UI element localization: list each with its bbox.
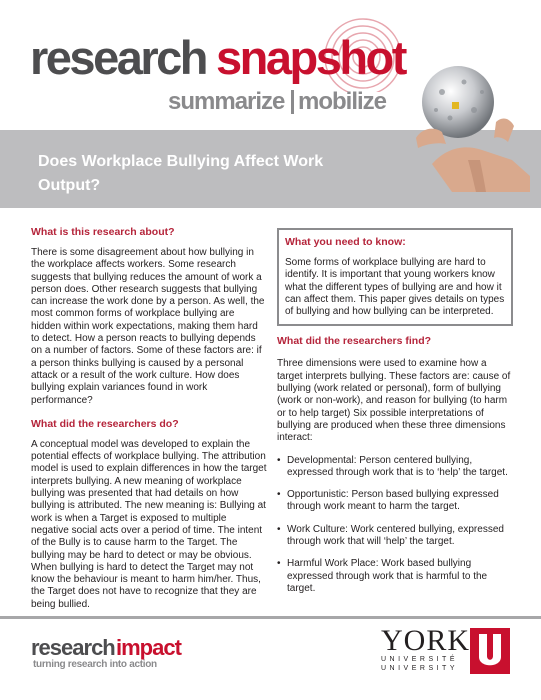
need-to-know-box: [277, 228, 513, 326]
find-heading: What did the researchers find?: [277, 335, 432, 348]
did-body: A conceptual model was developed to explain the potential effects of workplace bullying. The attribution model is used to explain differences in how the target interprets bullying. A new meaning of workplace bullying was presented that had details on how bullying is attributed. The new meaning is: Bullying at work is when a Target is exposed to multiple negative social acts over a period of time. The intent of the Bully is to cause harm to the Target. The bullying may be hard to detect or may be obvious. When bullying is hard to detect the Target may not know the behaviour is meant to harm him/her. Thus, the Target does not have to recognize that they are being bullied.: [31, 438, 267, 610]
brand-research-wordmark: research: [30, 31, 206, 84]
findings-list: [277, 455, 511, 596]
york-u-logo-icon: [470, 628, 510, 674]
did-heading: What did the researchers do?: [31, 417, 179, 430]
brand-snapshot-wordmark: snapshot: [216, 31, 405, 84]
about-body: There is some disagreement about how bullying in the workplace affects workers. Some research suggests that bullying reduces the amount of work a person does. Other research suggests that bullying can increase the work done by a person. As well, the most common forms of workplace bullying are hidden within work expectations, making them hard to detect. How a person reacts to bullying depends on a number of factors. Some of these factors are: if a person thinks bullying is caused by a personal attack or a result of the work culture. How does bullying explain variances found in work performance?: [31, 247, 265, 406]
page-title: Does Workplace Bullying Affect Work Output?: [38, 153, 324, 194]
list-item: • Work Culture: Work centered bullying, expressed through work that will ‘help’ the target.: [277, 524, 511, 549]
left-column: [31, 225, 267, 611]
list-item: • Harmful Work Place: Work based bullying expressed through work that is harmful to the target.: [277, 558, 511, 595]
know-body: Some forms of workplace bullying are hard to identify. It is important that young workers know what the different types of bullying are and how it can affect them. This paper gives details on types of bullying and how bullying can be interpreted.: [285, 257, 505, 318]
brand-mobilize-text: mobilize: [298, 88, 387, 115]
research-impact-tagline: turning research into action: [33, 659, 157, 670]
york-line-university: UNIVERSITY: [381, 665, 459, 672]
brand-summarize-text: summarize: [168, 88, 285, 115]
know-heading: What you need to know:: [285, 236, 406, 248]
york-university-lines: [381, 655, 458, 673]
brand-divider: [291, 90, 294, 114]
about-heading: What is this research about?: [31, 226, 175, 238]
right-column: [277, 228, 511, 595]
find-body: Three dimensions were used to examine how a target interprets bullying. These factors are: cause of bullying (work related or personal), form of bullying (work or non-work), and reason for bullying (to harm or to help target) Six possible interpretations of bullying are produced when these three dimensions interact:: [277, 358, 511, 444]
list-item: • Opportunistic: Person based bullying expressed through work meant to harm the target.: [277, 489, 511, 514]
york-wordmark: YORK: [381, 624, 471, 657]
research-impact-logo-impact: impact: [116, 635, 181, 660]
hand-holding-globe-icon: [412, 52, 532, 192]
list-item: • Developmental: Person centered bullying, expressed through work that is to ‘help’ the target.: [277, 455, 511, 480]
york-line-universite: UNIVERSITÉ: [381, 656, 459, 663]
footer-rule: [0, 616, 541, 619]
research-impact-logo-research: research: [31, 635, 115, 660]
